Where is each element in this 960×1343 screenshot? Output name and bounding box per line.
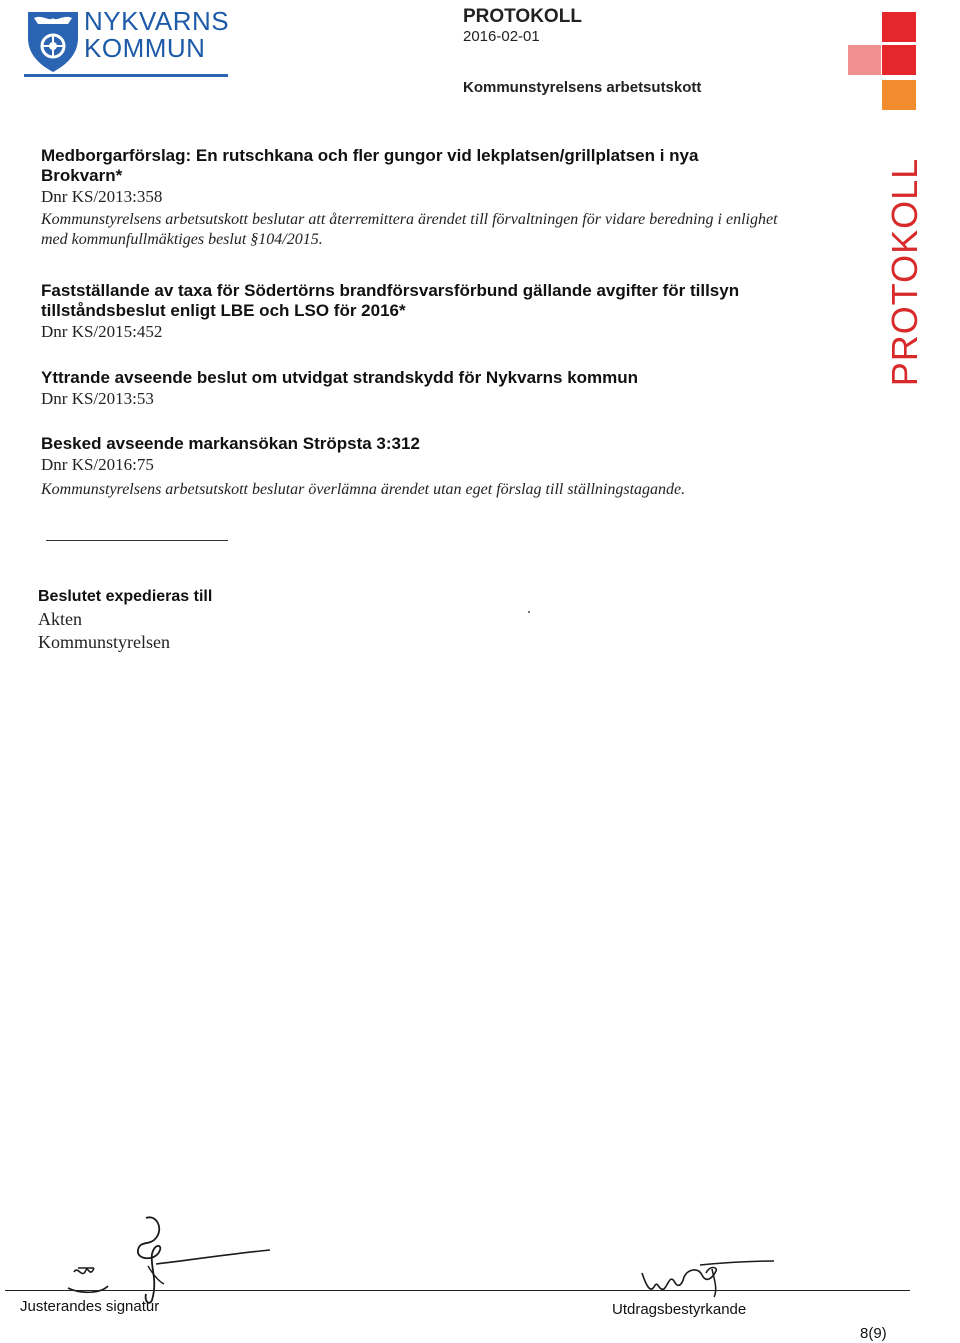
item-4-dnr: Dnr KS/2016:75 xyxy=(41,455,154,474)
corner-block-pink xyxy=(848,45,881,75)
corner-block-red-top xyxy=(882,12,916,42)
item-1-dnr: Dnr KS/2013:358 xyxy=(41,187,163,206)
item-2-title: Fastställande av taxa för Södertörns brandförsvarsförbund gällande avgifter för tillsyn tillståndsbeslut enligt LBE och LSO för 2016* xyxy=(41,281,740,320)
certification-label: Utdragsbestyrkande xyxy=(612,1301,747,1318)
page-number: 8(9) xyxy=(860,1325,887,1342)
distribution-recipient: Kommunstyrelsen xyxy=(38,632,170,652)
certifier-signature-icon xyxy=(640,1255,780,1300)
item-4-decision: Kommunstyrelsens arbetsutskott beslutar överlämna ärendet utan eget förslag till ställningstagande. xyxy=(41,481,686,498)
vertical-protokoll-text: PROTOKOLL xyxy=(884,157,925,387)
item-1-title: Medborgarförslag: En rutschkana och fler gungor vid lekplatsen/grillplatsen i nya Brokvarn* xyxy=(41,146,699,185)
logo-text-line2: KOMMUN xyxy=(84,33,206,63)
document-date: 2016-02-01 xyxy=(463,28,540,45)
logo-text-line1: NYKVARNS xyxy=(84,6,230,36)
committee-name: Kommunstyrelsens arbetsutskott xyxy=(463,79,702,96)
item-1-decision: Kommunstyrelsens arbetsutskott beslutar att återremittera ärendet till förvaltningen för vidare beredning i enlighet med kommunfullmäktiges beslut §104/2015. xyxy=(41,211,778,248)
signature-line xyxy=(5,1290,910,1291)
item-4-title: Besked avseende markansökan Ströpsta 3:312 xyxy=(41,434,420,453)
item-2-dnr: Dnr KS/2015:452 xyxy=(41,322,163,341)
adjuster-signature-icon xyxy=(60,1210,280,1310)
distribution-heading: Beslutet expedieras till xyxy=(38,588,213,605)
document-type: PROTOKOLL xyxy=(463,6,582,27)
item-3-title: Yttrande avseende beslut om utvidgat strandskydd för Nykvarns kommun xyxy=(41,368,639,387)
scan-speck xyxy=(528,611,530,613)
corner-block-orange xyxy=(882,80,916,110)
coat-of-arms-icon xyxy=(28,12,78,72)
logo-underline xyxy=(24,74,228,77)
section-divider xyxy=(46,540,228,541)
corner-block-red-mid xyxy=(882,45,916,75)
adjuster-signature-label: Justerandes signatur xyxy=(20,1298,160,1315)
distribution-recipient: Akten xyxy=(38,609,82,629)
item-3-dnr: Dnr KS/2013:53 xyxy=(41,389,154,408)
logo-wordmark xyxy=(84,8,229,62)
